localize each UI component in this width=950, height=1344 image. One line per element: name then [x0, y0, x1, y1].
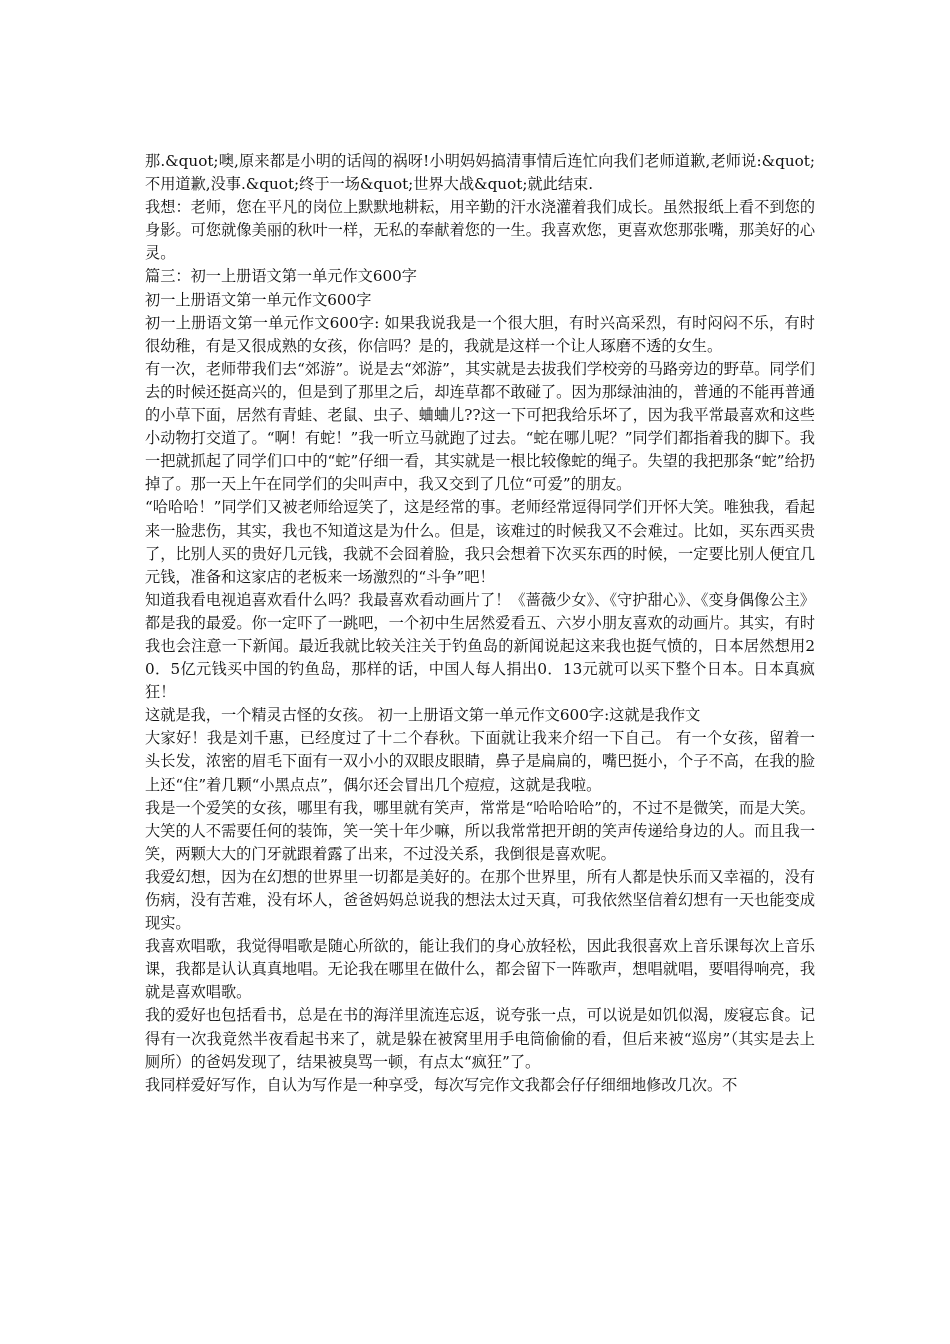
paragraph-7: “哈哈哈！”同学们又被老师给逗笑了，这是经常的事。老师经常逗得同学们开怀大笑。唯独我，看起来一脸悲伤，其实，我也不知道这是为什么。但是，该难过的时候我又不会难过。比如，买东西买贵了，比别人买的贵好几元钱，我就不会囧着脸，我只会想着下次买东西的时候，一定要比别人便宜几元钱，准备和这家店的老板来一场激烈的“斗争”吧！: [145, 498, 815, 586]
paragraph-12: 我爱幻想，因为在幻想的世界里一切都是美好的。在那个世界里，所有人都是快乐而又幸福的，没有伤病，没有苦难，没有坏人，爸爸妈妈总说我的想法太过天真，可我依然坚信着幻想有一天也能变成现实。: [145, 867, 815, 933]
essay-title: 初一上册语文第一单元作文600字: [145, 290, 372, 309]
paragraph-1: 那.&quot;噢,原来都是小明的话闯的祸呀!小明妈妈搞清事情后连忙向我们老师道歉,老师说:&quot;不用道歉,没事.&quot;终于一场&quot;世界大战&quot;就此结束.: [145, 152, 815, 194]
section-heading: 篇三：初一上册语文第一单元作文600字: [145, 267, 417, 286]
document-page: [145, 150, 815, 1097]
paragraph-2: 我想：老师，您在平凡的岗位上默默地耕耘，用辛勤的汗水浇灌着我们成长。虽然报纸上看不到您的身影。可您就像美丽的秋叶一样，无私的奉献着您的一生。我喜欢您，更喜欢您那张嘴，那美好的心灵。: [145, 198, 815, 263]
paragraph-14: 我的爱好也包括看书，总是在书的海洋里流连忘返，说夸张一点，可以说是如饥似渴，废寝忘食。记得有一次我竟然半夜看起书来了，就是躲在被窝里用手电筒偷偷的看，但后来被“巡房”（其实是去上厕所）的爸妈发现了，结果被臭骂一顿，有点太“疯狂”了。: [145, 1006, 815, 1071]
paragraph-9: 这就是我，一个精灵古怪的女孩。 初一上册语文第一单元作文600字:这就是我作文: [145, 706, 701, 725]
paragraph-5: 初一上册语文第一单元作文600字: 如果我说我是一个很大胆，有时兴高采烈，有时闷闷不乐，有时很幼稚，有是又很成熟的女孩，你信吗？是的，我就是这样一个让人琢磨不透的女生。: [145, 313, 815, 355]
paragraph-6: 有一次，老师带我们去“郊游”。说是去“郊游”，其实就是去拔我们学校旁的马路旁边的野草。同学们去的时候还挺高兴的，但是到了那里之后，却连草都不敢碰了。因为那绿油油的，普通的不能再普通的小草下面，居然有青蛙、老鼠、虫子、蛐蛐儿??这一下可把我给乐坏了，因为我平常最喜欢和这些小动物打交道了。“啊！有蛇！”我一听立马就跑了过去。“蛇在哪儿呢？”同学们都指着我的脚下。我一把就抓起了同学们口中的“蛇”仔细一看，其实就是一根比较像蛇的绳子。失望的我把那条“蛇”给扔掉了。那一天上午在同学们的尖叫声中，我又交到了几位“可爱”的朋友。: [145, 359, 815, 494]
paragraph-13: 我喜欢唱歌，我觉得唱歌是随心所欲的，能让我们的身心放轻松，因此我很喜欢上音乐课每次上音乐课，我都是认认真真地唱。无论我在哪里在做什么，都会留下一阵歌声，想唱就唱，要唱得响亮，我就是喜欢唱歌。: [145, 937, 815, 1002]
paragraph-11: 我是一个爱笑的女孩，哪里有我，哪里就有笑声，常常是“哈哈哈哈”的，不过不是微笑，而是大笑。大笑的人不需要任何的装饰，笑一笑十年少嘛，所以我常常把开朗的笑声传递给身边的人。而且我一笑，两颗大大的门牙就跟着露了出来，不过没关系，我倒很是喜欢呢。: [145, 798, 815, 863]
paragraph-10: 大家好！我是刘千惠，已经度过了十二个春秋。下面就让我来介绍一下自己。 有一个女孩，留着一头长发，浓密的眉毛下面有一双小小的双眼皮眼睛，鼻子是扁扁的，嘴巴挺小，个子不高，在我的脸上还“住”着几颗“小黑点点”，偶尔还会冒出几个痘痘，这就是我啦。: [145, 729, 815, 794]
paragraph-15: 我同样爱好写作，自认为写作是一种享受，每次写完作文我都会仔仔细细地修改几次。不: [145, 1075, 738, 1094]
paragraph-8: 知道我看电视追喜欢看什么吗？我最喜欢看动画片了！《蔷薇少女》、《守护甜心》、《变身偶像公主》都是我的最爱。你一定吓了一跳吧，一个初中生居然爱看五、六岁小朋友喜欢的动画片。其实，有时我也会注意一下新闻。最近我就比较关注关于钓鱼岛的新闻说起这来我也挺气愤的，日本居然想用20．5亿元钱买中国的钓鱼岛，那样的话，中国人每人捐出0．13元就可以买下整个日本。日本真疯狂！: [145, 590, 815, 702]
